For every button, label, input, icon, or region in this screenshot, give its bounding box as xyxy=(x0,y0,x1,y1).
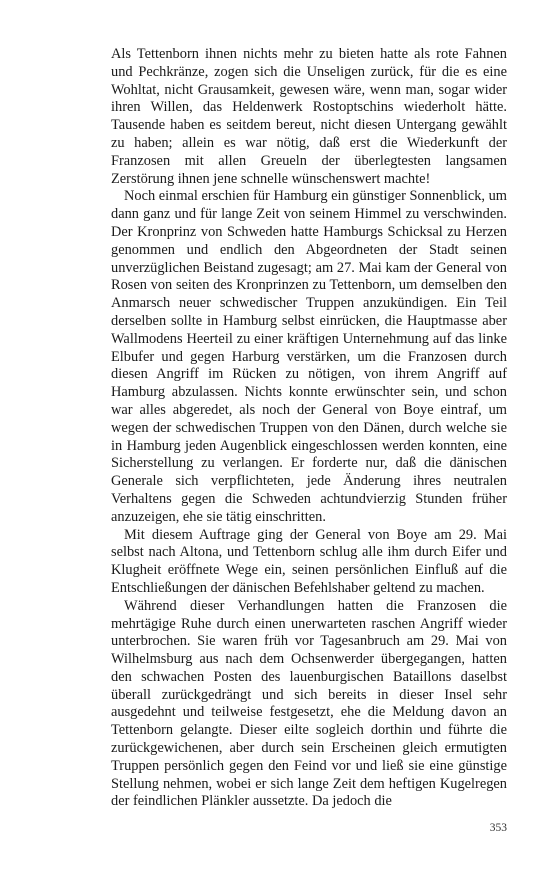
paragraph: Als Tettenborn ihnen nichts mehr zu bieten hatte als rote Fahnen und Pechkränze, zogen sich die Unseligen zurück, für die es eine Wohltat, nicht Grausamkeit, gewesen wäre, wenn man, sogar wider ihren Willen, das Heldenwerk Rostoptschins wiederholt hätte. Tausende haben es seitdem bereut, nicht diesen Untergang gewählt zu haben; allein es war nötig, daß erst die Wiederkunft der Franzosen mit allen Greueln der überlegtesten langsamen Zerstörung ihnen jene schnelle wünschenswert machte! xyxy=(111,46,507,187)
paragraph: Noch einmal erschien für Hamburg ein günstiger Sonnenblick, um dann ganz und für lange Zeit von seinem Himmel zu verschwinden. Der Kronprinz von Schweden hatte Hamburgs Schicksal zu Herzen genommen und endlich den Abgeordneten der Stadt seinen unverzüglichen Beistand zugesagt; am 27. Mai kam der General von Rosen von seiten des Kronprinzen zu Tettenborn, um demselben den Anmarsch neuer schwedischer Truppen anzukündigen. Ein Teil derselben sollte in Hamburg selbst einrücken, die Hauptmasse aber Wallmodens Heerteil zu einer kräftigen Unternehmung auf das linke Elbufer und gegen Harburg verstärken, um die Franzosen durch diesen Angriff im Rücken zu nötigen, von ihrem Angriff auf Hamburg abzulassen. Nichts konnte erwünschter sein, und schon war alles abgeredet, als noch der General von Boye eintraf, um wegen der schwedischen Truppen von den Dänen, durch welche sie in Hamburg jeden Augenblick eingeschlossen werden konnten, eine Sicherstellung zu verlangen. Er forderte nur, daß die dänischen Generale sich verpflichteten, jede Änderung ihres neutralen Verhaltens gegen die Schweden achtundvierzig Stunden früher anzuzeigen, ehe sie tätig einschritten. xyxy=(111,188,507,525)
paragraph: Mit diesem Auftrage ging der General von Boye am 29. Mai selbst nach Altona, und Tettenborn schlug alle ihm durch Eifer und Klugheit eröffnete Wege ein, seinen persönlichen Einfluß auf die Entschließungen der dänischen Befehlshaber geltend zu machen. xyxy=(111,526,507,596)
page-number: 353 xyxy=(489,822,507,834)
paragraph: Während dieser Verhandlungen hatten die Franzosen die mehrtägige Ruhe durch einen unerwarteten raschen Angriff wieder unterbrochen. Sie waren früh vor Tagesanbruch am 29. Mai von Wilhelmsburg aus nach dem Ochsenwerder übergegangen, hatten den schwachen Posten des lauenburgischen Bataillons daselbst überall zurückgedrängt und sich bereits in dieser Insel sehr ausgedehnt und teilweise festgesetzt, ehe die Meldung davon an Tettenborn gelangte. Dieser eilte sogleich dorthin und führte die zurückgewichenen, aber durch sein Erscheinen gleich ermutigten Truppen persönlich gegen den Feind vor und ließ sie eine günstige Stellung nehmen, wobei er sich lange Zeit dem heftigen Kugelregen der feindlichen Plänkler aussetzte. Da jedoch die xyxy=(111,597,507,810)
body-text xyxy=(111,46,507,811)
